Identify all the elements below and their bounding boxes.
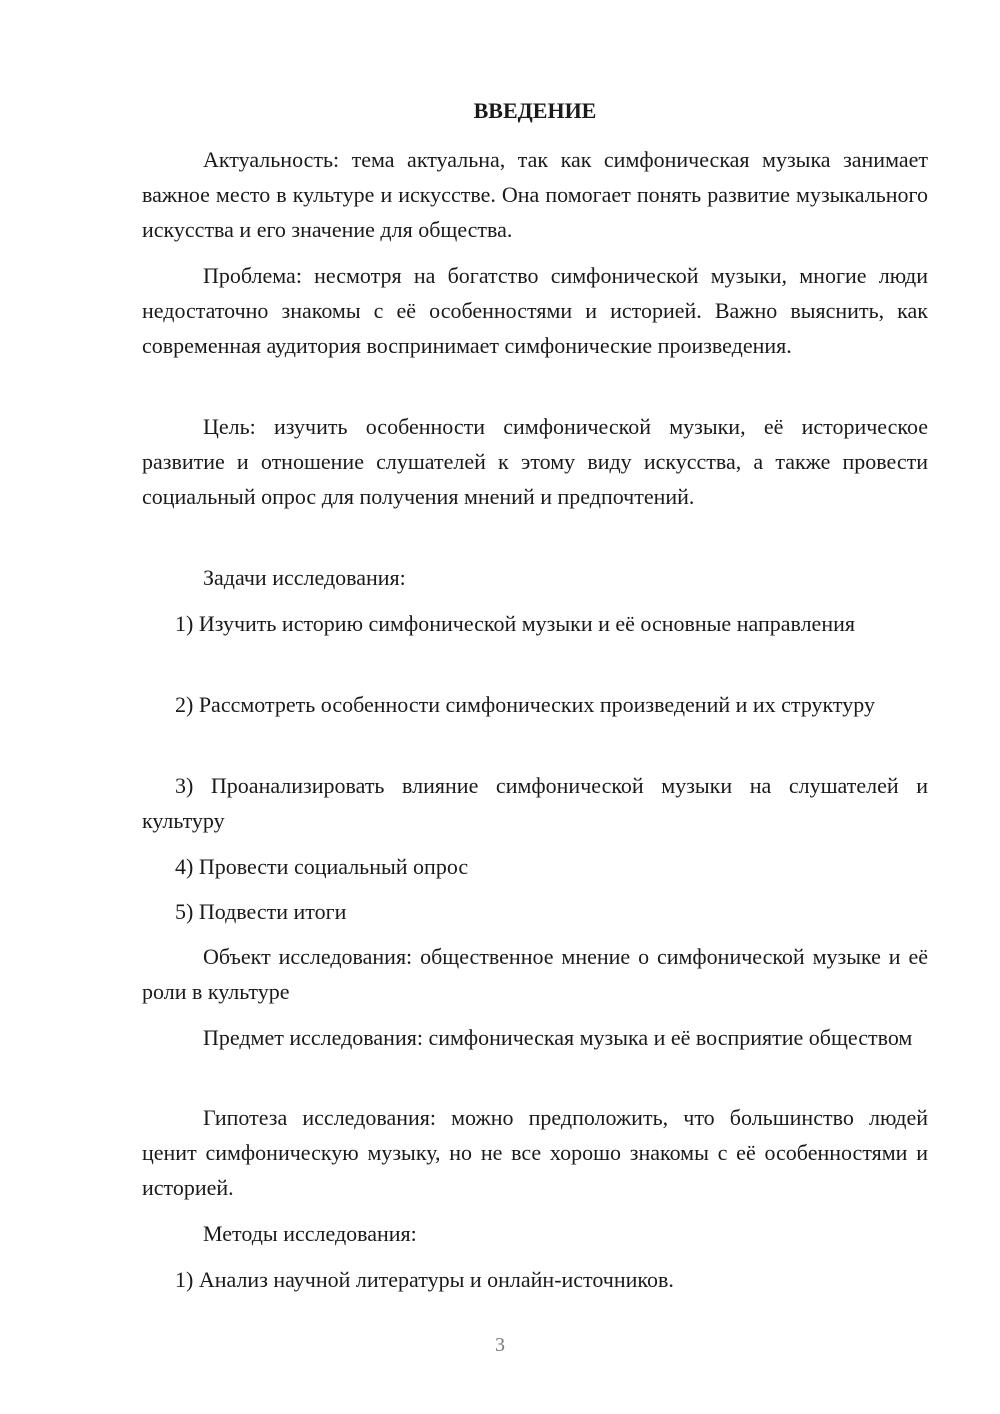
task-item-2: 2) Рассмотреть особенности симфонических произведений и их структуру (175, 692, 875, 717)
tasks-title: Задачи исследования: (203, 565, 406, 590)
relevance-paragraph: Актуальность: тема актуальна, так как симфоническая музыка занимает важное место в культуре и искусстве. Она помогает понять развитие музыкального искусства и его значение для общества. (142, 147, 928, 242)
methods-title: Методы исследования: (203, 1221, 417, 1246)
goal-paragraph: Цель: изучить особенности симфонической музыки, её историческое развитие и отношение слушателей к этому виду искусства, а также провести социальный опрос для получения мнений и предпочтений. (142, 414, 928, 509)
page-number: 3 (495, 1334, 505, 1356)
method-item-1: 1) Анализ научной литературы и онлайн-источников. (175, 1267, 674, 1292)
task-item-5: 5) Подвести итоги (175, 899, 347, 924)
hypothesis-paragraph: Гипотеза исследования: можно предположить, что большинство людей ценит симфоническую музыку, но не все хорошо знакомы с её особенностями и историей. (142, 1105, 928, 1200)
section-heading: ВВЕДЕНИЕ (473, 98, 597, 123)
object-paragraph: Объект исследования: общественное мнение о симфонической музыке и её роли в культуре (142, 944, 928, 1004)
task-item-1: 1) Изучить историю симфонической музыки и её основные направления (175, 611, 855, 636)
subject-paragraph: Предмет исследования: симфоническая музыка и её восприятие обществом (203, 1025, 913, 1050)
task-item-3: 3) Проанализировать влияние симфонической музыки на слушателей и культуру (142, 773, 928, 833)
task-item-4: 4) Провести социальный опрос (175, 854, 469, 879)
problem-paragraph: Проблема: несмотря на богатство симфонической музыки, многие люди недостаточно знакомы с её особенностями и историей. Важно выяснить, как современная аудитория воспринимает симфонические произведения. (142, 263, 928, 358)
